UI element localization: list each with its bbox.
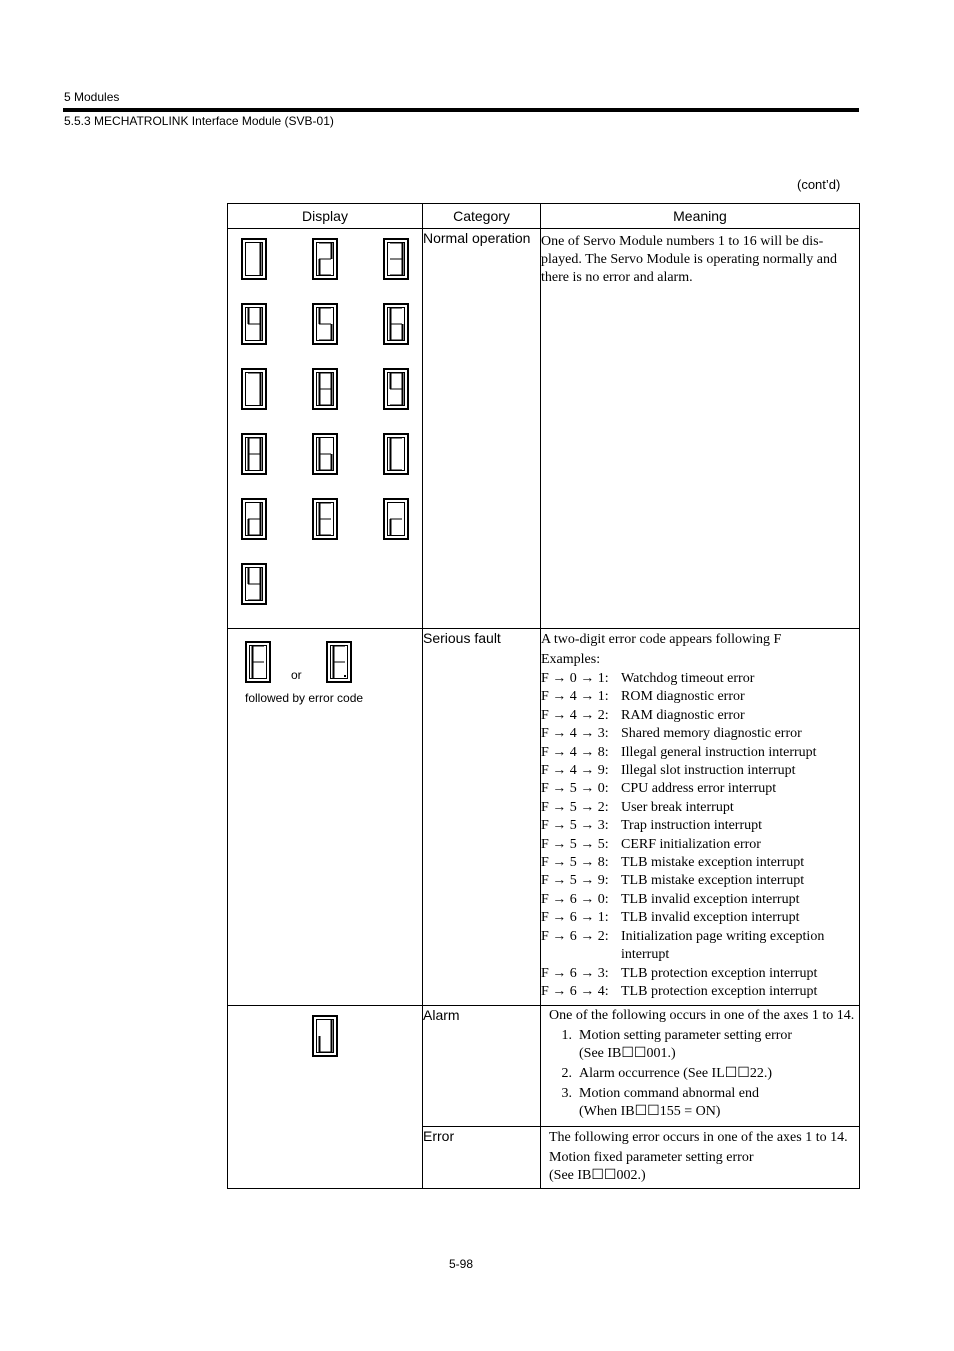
table-row-alarm (228, 1006, 860, 1127)
seven-segment-1-icon (241, 238, 267, 280)
fault-example-desc: Shared memory diagnostic error (621, 726, 802, 742)
alarm-item-line1: Motion command abnormal end (579, 1086, 760, 1101)
fault-category: Serious fault (423, 629, 541, 1006)
section-header: 5.5.3 MECHATROLINK Interface Module (SVB-01) (64, 114, 334, 128)
normal-category: Normal operation (423, 229, 541, 629)
fault-example-row (541, 891, 859, 909)
seven-segment-6-icon (383, 303, 409, 345)
col-header-display: Display (228, 204, 423, 229)
fault-example-code: F → 6 → 0: (541, 891, 609, 907)
alarm-item-number: 2. (561, 1066, 572, 1081)
seven-segment-4-icon (241, 303, 267, 345)
fault-example-code: F → 6 → 1: (541, 910, 609, 926)
fault-example-code: F → 6 → 2: (541, 928, 609, 944)
fault-examples-list (541, 670, 859, 1001)
table-row-normal (228, 229, 860, 629)
alarm-items (549, 1027, 857, 1121)
fault-example-desc: Illegal general instruction interrupt (621, 744, 817, 760)
fault-example-desc: RAM diagnostic error (621, 707, 745, 723)
fault-example-code: F → 4 → 9: (541, 763, 609, 779)
fault-examples-label: Examples: (541, 652, 601, 667)
alarm-item-line1: Motion setting parameter setting error (579, 1028, 793, 1043)
alarm-item-number: 3. (561, 1086, 572, 1101)
alarm-item (549, 1065, 857, 1083)
alarm-intro: One of the following occurs in one of the axes 1 to 14. (549, 1008, 855, 1023)
seven-segment-8-icon (312, 368, 338, 410)
fault-example-code: F → 4 → 8: (541, 744, 609, 760)
fault-example-row (541, 762, 859, 780)
continued-label: (cont’d) (797, 177, 841, 192)
alarm-item-line2: (When IB☐☐155 = ON) (579, 1104, 721, 1119)
fault-example-desc: CERF initialization error (621, 836, 761, 852)
error-category: Error (423, 1127, 541, 1189)
fault-example-code: F → 5 → 3: (541, 818, 609, 834)
page-number: 5-98 (449, 1257, 474, 1271)
alarm-item-text (572, 1027, 792, 1063)
fault-example-desc: TLB mistake exception interrupt (621, 873, 805, 889)
fault-intro: A two-digit error code appears following F (541, 632, 782, 647)
alarm-item (549, 1027, 857, 1063)
alarm-item-text (572, 1065, 772, 1083)
normal-display-grid (228, 229, 422, 605)
fault-example-code: F → 4 → 2: (541, 707, 609, 723)
seven-segment-2-icon (312, 238, 338, 280)
fault-example-desc: TLB invalid exception interrupt (621, 891, 800, 907)
fault-example-desc: Illegal slot instruction interrupt (621, 763, 796, 779)
fault-example-code: F → 0 → 1: (541, 671, 609, 686)
fault-example-desc: TLB mistake exception interrupt (621, 855, 805, 871)
seven-segment-f-icon (245, 641, 271, 683)
seven-segment-y-icon (241, 563, 267, 605)
fault-example-row (541, 744, 859, 762)
fault-example-desc: ROM diagnostic error (621, 689, 745, 705)
col-header-category: Category (423, 204, 541, 229)
seven-segment-9-icon (383, 368, 409, 410)
fault-example-code: F → 5 → 5: (541, 836, 609, 852)
fault-example-row (541, 965, 859, 983)
fault-example-row (541, 854, 859, 872)
fault-example-row (541, 836, 859, 854)
fault-example-row (541, 928, 859, 965)
seven-segment-e-icon (312, 498, 338, 540)
fault-example-code: F → 5 → 0: (541, 781, 609, 797)
fault-example-row (541, 780, 859, 798)
fault-example-row (541, 817, 859, 835)
fault-example-code: F → 5 → 2: (541, 799, 609, 815)
fault-example-row (541, 799, 859, 817)
seven-segment-b-icon (312, 433, 338, 475)
alarm-meaning (541, 1006, 860, 1127)
chapter-header: 5 Modules (64, 90, 120, 104)
alarm-category: Alarm (423, 1006, 541, 1127)
fault-example-desc: TLB invalid exception interrupt (621, 910, 800, 926)
fault-example-row (541, 688, 859, 706)
alarm-item-number: 1. (561, 1028, 572, 1043)
followed-by-label: followed by error code (245, 691, 364, 705)
normal-display-cell (228, 229, 423, 629)
seven-segment-r-icon (383, 498, 409, 540)
seven-segment-3-icon (383, 238, 409, 280)
error-intro: The following error occurs in one of the axes 1 to 14. (549, 1130, 848, 1145)
fault-example-row (541, 909, 859, 927)
fault-example-desc: Trap instruction interrupt (621, 818, 763, 834)
fault-example-row (541, 670, 859, 688)
seven-segment-d-icon (241, 498, 267, 540)
or-label: or (291, 668, 302, 682)
status-display-table (227, 203, 860, 1189)
fault-example-row (541, 983, 859, 1001)
fault-example-desc: CPU address error interrupt (621, 781, 777, 797)
seven-segment-5-icon (312, 303, 338, 345)
fault-display-cell (228, 629, 423, 1006)
decimal-point-icon (344, 675, 346, 677)
normal-meaning: One of Servo Module numbers 1 to 16 will be dis-played. The Servo Module is operating normally and there is no error and alarm. (541, 229, 860, 629)
table-header-row (228, 204, 860, 229)
seven-segment-7-icon (241, 368, 267, 410)
fault-example-code: F → 4 → 1: (541, 689, 609, 705)
col-header-meaning: Meaning (541, 204, 860, 229)
fault-meaning (541, 629, 860, 1006)
seven-segment-j-icon (312, 1015, 338, 1057)
fault-example-desc: Watchdog timeout error (621, 671, 755, 686)
fault-example-row (541, 725, 859, 743)
fault-example-desc: User break interrupt (621, 799, 734, 815)
seven-segment-a-icon (241, 433, 267, 475)
seven-segment-c-icon (383, 433, 409, 475)
alarm-item-line2: (See IB☐☐001.) (579, 1046, 676, 1061)
alarm-item (549, 1085, 857, 1121)
fault-example-code: F → 5 → 9: (541, 873, 609, 889)
alarm-display-cell (228, 1006, 423, 1189)
error-meaning (541, 1127, 860, 1189)
fault-example-row (541, 707, 859, 725)
fault-example-desc: TLB protection exception interrupt (621, 983, 818, 999)
seven-segment-f-dot-icon (326, 641, 352, 683)
error-line2: (See IB☐☐002.) (549, 1168, 646, 1183)
fault-example-desc: TLB protection exception interrupt (621, 965, 818, 981)
header-rule (63, 108, 859, 112)
alarm-item-line1: Alarm occurrence (See IL☐☐22.) (579, 1066, 773, 1081)
fault-example-code: F → 6 → 3: (541, 965, 609, 981)
table-row-fault (228, 629, 860, 1006)
alarm-item-text (572, 1085, 759, 1121)
fault-example-code: F → 5 → 8: (541, 855, 609, 871)
fault-example-row (541, 872, 859, 890)
fault-display (228, 629, 422, 721)
error-line1: Motion fixed parameter setting error (549, 1150, 754, 1165)
fault-example-code: F → 4 → 3: (541, 726, 609, 742)
fault-example-desc: Initialization page writing exception interrupt (621, 928, 825, 963)
fault-example-code: F → 6 → 4: (541, 983, 609, 999)
